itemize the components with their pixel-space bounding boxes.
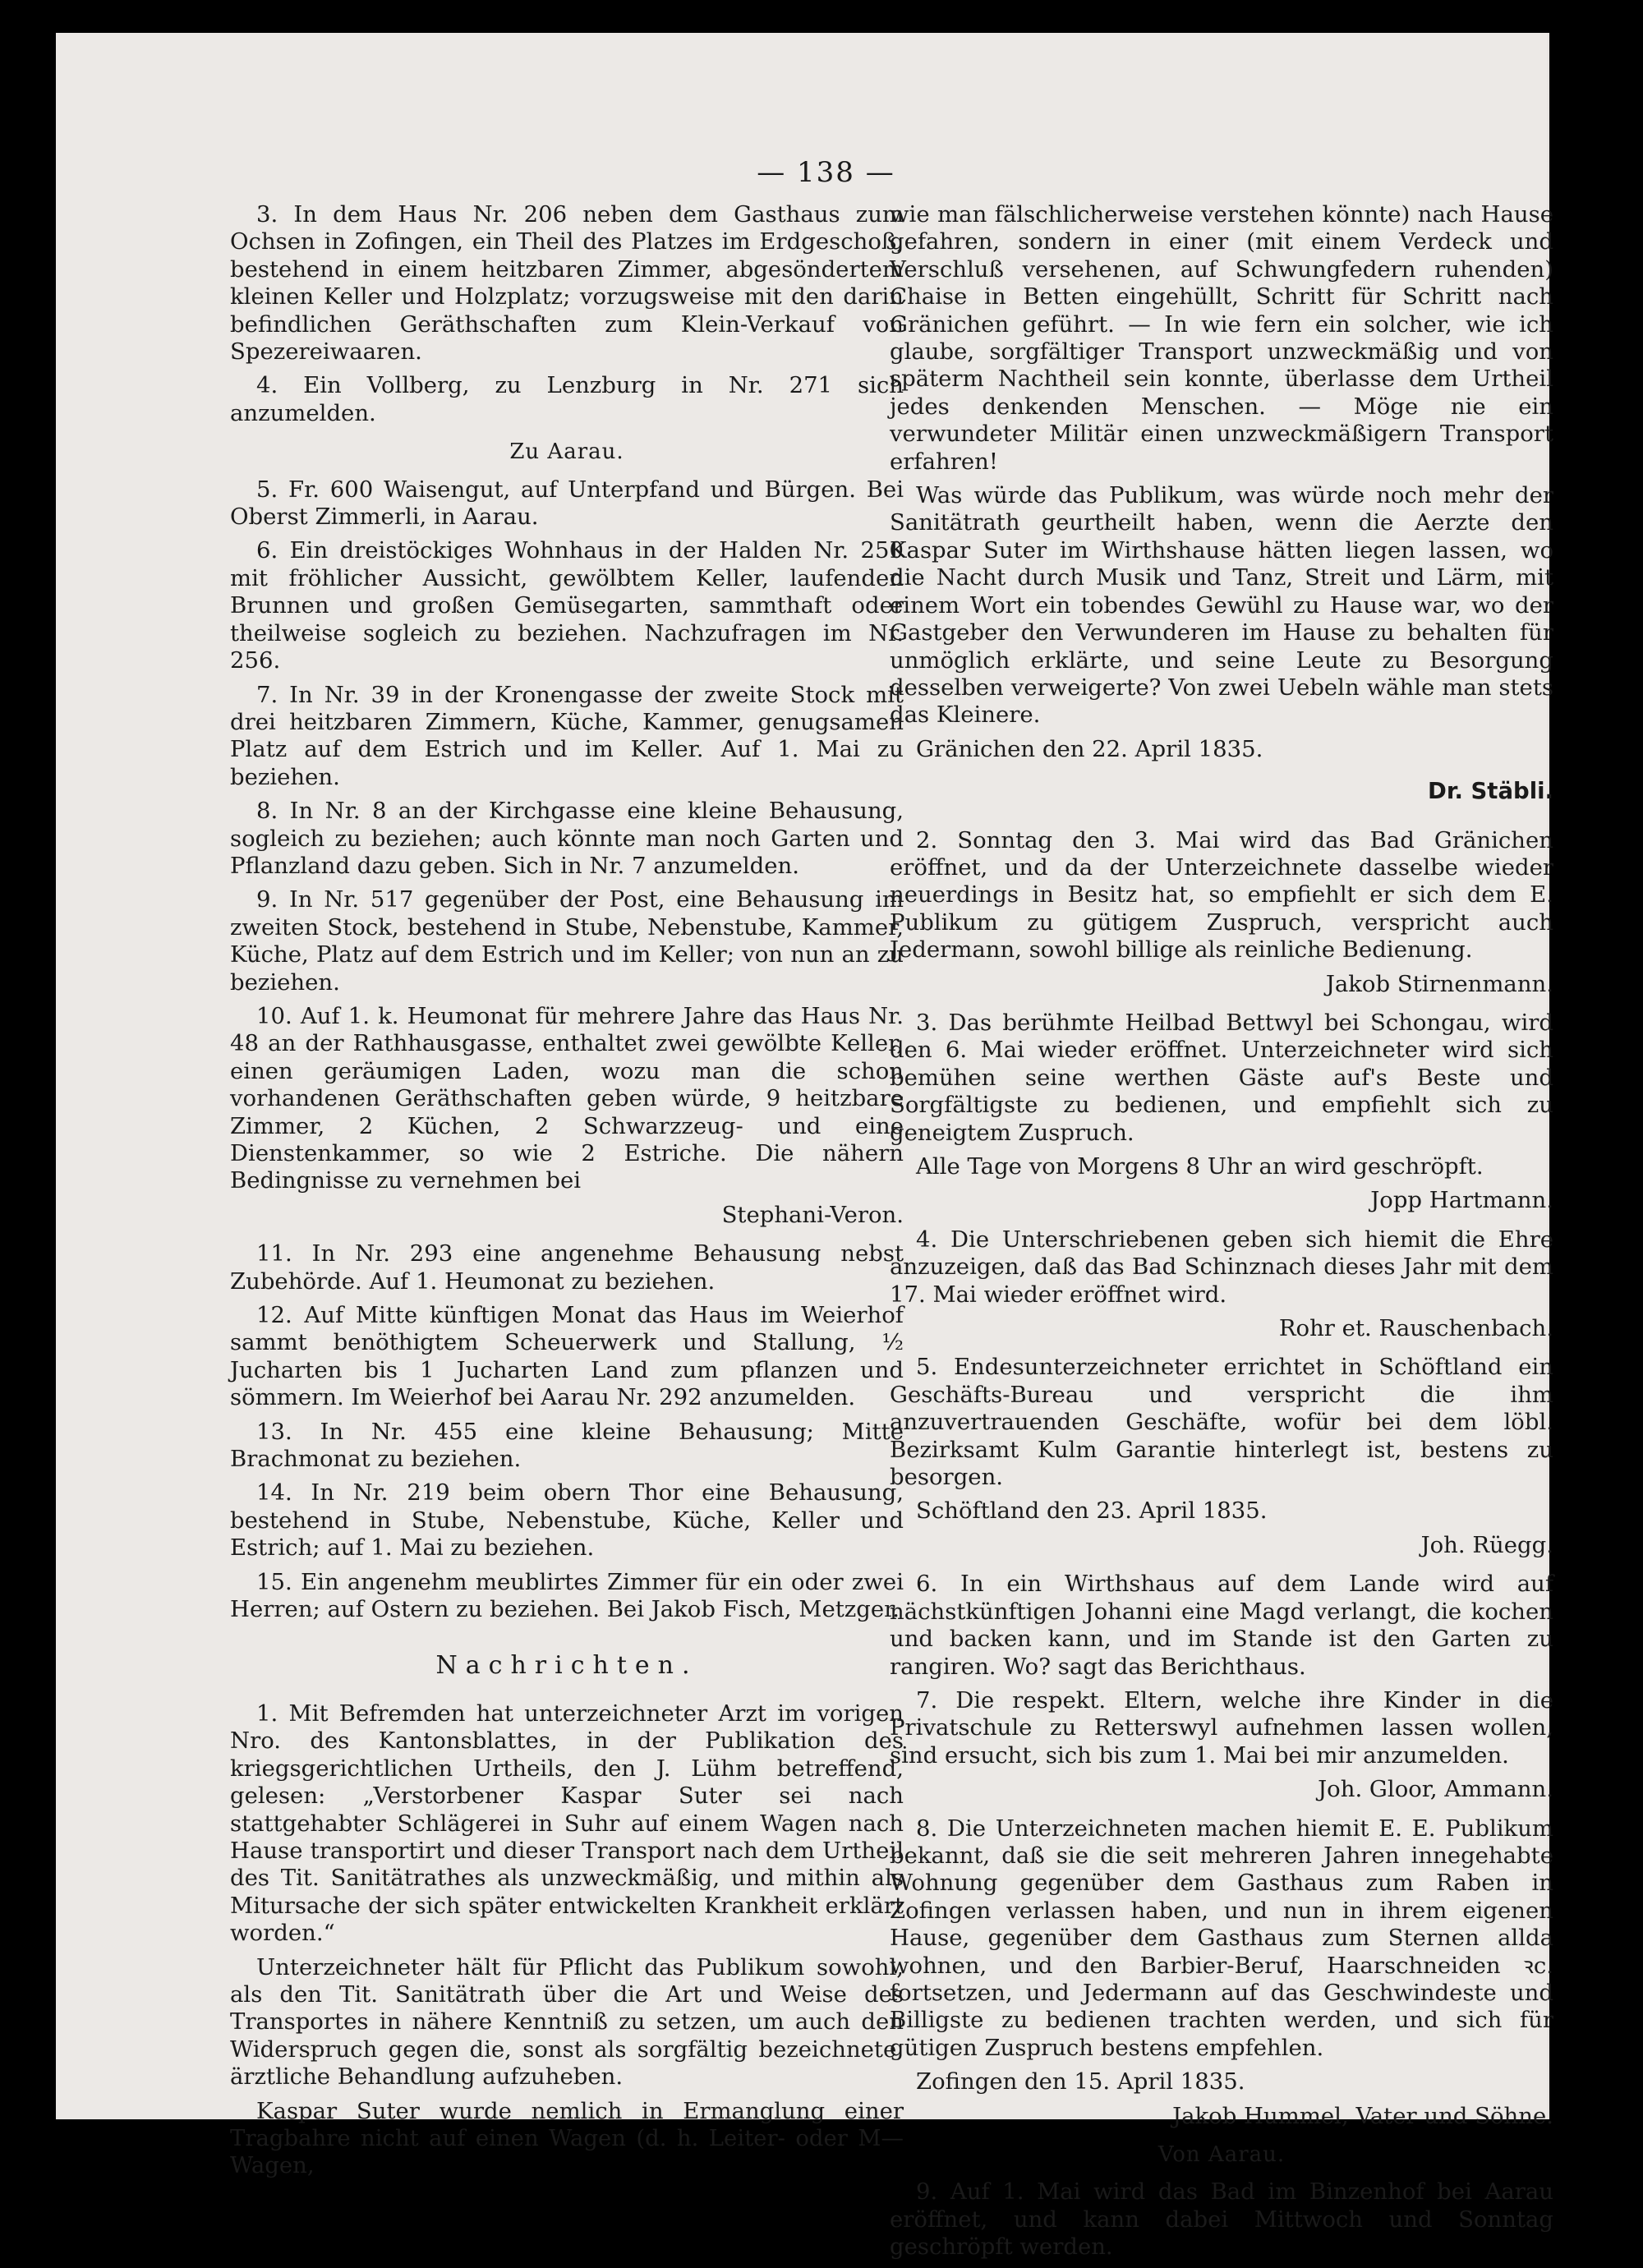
news-6: 6. In ein Wirthshaus auf dem Lande wird auf nächstkünftigen Johanni eine Magd verlangt, die kochen und backen kann, und im Stande ist den Garten zu rangiren. Wo? sagt das Berichthaus. <box>890 1571 1553 1680</box>
news-3-note: Alle Tage von Morgens 8 Uhr an wird geschröpft. <box>916 1153 1484 1180</box>
signature-5: Joh. Rüegg. <box>1420 1531 1553 1558</box>
notice-12: 12. Auf Mitte künftigen Monat das Haus im Weierhof sammt benöthigtem Scheuerwerk und Stallung, ½ Jucharten bis 1 Jucharten Land zum pflanzen und sömmern. Im Weierhof bei Aarau Nr. 292 anzumelden. <box>230 1302 904 1411</box>
news-1-continuation: wie man fälschlicherweise verstehen könnte) nach Hause gefahren, sondern in einer (mit einem Verdeck und Verschluß versehenen, auf Schwungfedern ruhenden) Chaise in Betten eingehüllt, Schritt für Schritt nach Gränichen geführt. — In wie fern ein solcher, wie ich glaube, sorgfältiger Transport unzweckmäßig und von späterm Nachtheil sein konnte, überlasse dem Urtheil jedes denkenden Menschen. — Möge nie ein verwundeter Militär einen unzweckmäßigern Transport erfahren! <box>890 201 1553 475</box>
signature-1: Dr. Stäbli. <box>1428 778 1553 805</box>
section-heading-aarau: Zu Aarau. <box>509 439 624 465</box>
signature-4: Rohr et. Rauschenbach. <box>1278 1315 1553 1342</box>
notice-14: 14. In Nr. 219 beim obern Thor eine Behausung, bestehend in Stube, Nebenstube, Küche, Keller und Estrich; auf 1. Mai zu beziehen. <box>230 1479 904 1562</box>
notice-3: 3. In dem Haus Nr. 206 neben dem Gasthaus zum Ochsen in Zofingen, ein Theil des Platzes im Erdgeschoß, bestehend in einem heitzbaren Zimmer, abgesöndertem kleinen Keller und Holzplatz; vorzugsweise mit den darin befindlichen Geräthschaften zum Klein-Verkauf von Spezereiwaaren. <box>230 201 904 366</box>
notice-4: 4. Ein Vollberg, zu Lenzburg in Nr. 271 sich anzumelden. <box>230 372 904 426</box>
news-3: 3. Das berühmte Heilbad Bettwyl bei Schongau, wird den 6. Mai wieder eröffnet. Unterzeichneter wird sich bemühen seine werthen Gäste auf's Beste und Sorgfältigste zu bedienen, und empfiehlt sich zu geneigtem Zuspruch. <box>890 1009 1553 1146</box>
notice-11: 11. In Nr. 293 eine angenehme Behausung nebst Zubehörde. Auf 1. Heumonat zu beziehen. <box>230 1240 904 1295</box>
section-heading-von-aarau: Von Aarau. <box>1157 2142 1286 2167</box>
news-9: 9. Auf 1. Mai wird das Bad im Binzenhof bei Aarau eröffnet, und kann dabei Mittwoch und Sonntag geschröpft werden. <box>890 2178 1553 2261</box>
newspaper-page <box>56 33 1596 2261</box>
news-1: 1. Mit Befremden hat unterzeichneter Arzt im vorigen Nro. des Kantonsblattes, in der Publikation des kriegsgerichtlichen Urtheils, den J. Lühm betreffend, gelesen: „Verstorbener Kaspar Suter sei nach stattgehabter Schlägerei in Suhr auf einem Wagen nach Hause transportirt und dieser Transport nach dem Urtheil des Tit. Sanitätrathes als unzweckmäßig, und mithin als Mitursache der sich später entwickelten Krankheit erklärt worden.“ <box>230 1700 904 1947</box>
notice-8: 8. In Nr. 8 an der Kirchgasse eine kleine Behausung, sogleich zu beziehen; auch könnte man noch Garten und Pflanzland dazu geben. Sich in Nr. 7 anzumelden. <box>230 798 904 879</box>
notice-9: 9. In Nr. 517 gegenüber der Post, eine Behausung im zweiten Stock, bestehend in Stube, Nebenstube, Kammer, Küche, Platz auf dem Estrich und im Keller; von nun an zu beziehen. <box>230 886 904 996</box>
notice-7: 7. In Nr. 39 in der Kronengasse der zweite Stock mit drei heitzbaren Zimmern, Küche, Kammer, genugsamen Platz auf dem Estrich und im Keller. Auf 1. Mai zu beziehen. <box>230 681 904 790</box>
section-heading-news: Nachrichten. <box>435 1650 698 1680</box>
news-1-paragraph-4: Was würde das Publikum, was würde noch mehr der Sanitätrath geurtheilt haben, wenn die Aerzte den Kaspar Suter im Wirthshause hätten liegen lassen, wo die Nacht durch Musik und Tanz, Streit und Lärm, mit einem Wort ein tobendes Gewühl zu Hause war, wo der Gastgeber den Verwunderen im Hause zu behalten für unmöglich erklärte, und seine Leute zu Besorgung desselben verweigerte? Von zwei Uebeln wähle man stets das Kleinere. <box>890 482 1553 729</box>
scan-border <box>1549 33 1596 2119</box>
date-1: Gränichen den 22. April 1835. <box>916 735 1263 762</box>
news-2: 2. Sonntag den 3. Mai wird das Bad Gränichen eröffnet, und da der Unterzeichnete dasselbe wieder neuerdings in Besitz hat, so empfiehlt er sich dem E. Publikum zu gütigem Zuspruch, verspricht auch Jedermann, sowohl billige als reinliche Bedienung. <box>890 826 1553 964</box>
news-4: 4. Die Unterschriebenen geben sich hiemit die Ehre anzuzeigen, daß das Bad Schinznach dieses Jahr mit dem 17. Mai wieder eröffnet wird. <box>890 1226 1553 1308</box>
notice-15: 15. Ein angenehm meublirtes Zimmer für ein oder zwei Herren; auf Ostern zu beziehen. Bei Jakob Fisch, Metzger. <box>230 1568 904 1623</box>
left-column <box>230 201 904 2187</box>
page-number: — 138 — <box>757 156 895 189</box>
notice-5: 5. Fr. 600 Waisengut, auf Unterpfand und Bürgen. Bei Oberst Zimmerli, in Aarau. <box>230 476 904 531</box>
notice-6: 6. Ein dreistöckiges Wohnhaus in der Halden Nr. 250 mit fröhlicher Aussicht, gewölbtem Keller, laufenden Brunnen und großen Gemüsegarten, sammthaft oder theilweise sogleich zu beziehen. Nachzufragen im Nr. 256. <box>230 537 904 674</box>
signature-7: Joh. Gloor, Ammann. <box>1318 1776 1553 1803</box>
news-1-paragraph-3: Kaspar Suter wurde nemlich in Ermanglung einer Tragbahre nicht auf einen Wagen (d. h. Leiter- oder M—Wagen, <box>230 2097 904 2179</box>
news-8: 8. Die Unterzeichneten machen hiemit E. E. Publikum bekannt, daß sie die seit mehreren Jahren innegehabte Wohnung gegenüber dem Gasthaus zum Raben in Zofingen verlassen haben, und nun in ihrem eigenen Hause, gegenüber dem Gasthaus zum Sternen allda wohnen, und den Barbier-Beruf, Haarschneiden ꝛc. fortsetzen, und Jedermann auf das Geschwindeste und Billigste zu bedienen trachten werden, und sich für gütigen Zuspruch bestens empfehlen. <box>890 1815 1553 2061</box>
signature-8: Jakob Hummel, Vater und Söhne. <box>1172 2102 1553 2129</box>
news-5: 5. Endesunterzeichneter errichtet in Schöftland ein Geschäfts-Bureau und verspricht die ihm anzuvertrauenden Geschäfte, wofür bei dem löbl. Bezirksamt Kulm Garantie hinterlegt ist, bestens zu besorgen. <box>890 1354 1553 1491</box>
news-1-paragraph-2: Unterzeichneter hält für Pflicht das Publikum sowohl, als den Tit. Sanitätrath über die Art und Weise des Transportes in nähere Kenntniß zu setzen, um auch den Widerspruch gegen die, sonst als sorgfältig bezeichnete, ärztliche Behandlung aufzuheben. <box>230 1953 904 2091</box>
notice-13: 13. In Nr. 455 eine kleine Behausung; Mitte Brachmonat zu beziehen. <box>230 1418 904 1473</box>
date-8: Zofingen den 15. April 1835. <box>916 2068 1245 2095</box>
signature-10: Stephani-Veron. <box>721 1201 904 1228</box>
signature-3: Jopp Hartmann. <box>1370 1187 1553 1214</box>
right-column <box>890 201 1553 2268</box>
news-7: 7. Die respekt. Eltern, welche ihre Kinder in die Privatschule zu Retterswyl aufnehmen lassen wollen, sind ersucht, sich bis zum 1. Mai bei mir anzumelden. <box>890 1686 1553 1769</box>
date-5: Schöftland den 23. April 1835. <box>916 1497 1268 1525</box>
notice-10: 10. Auf 1. k. Heumonat für mehrere Jahre das Haus Nr. 48 an der Rathhausgasse, enthaltet zwei gewölbte Keller, einen geräumigen Laden, wozu man die schon vorhandenen Geräthschaften geben würde, 9 heitzbare Zimmer, 2 Küchen, 2 Schwarzzeug- und eine Dienstenkammer, so wie 2 Estriche. Die nähern Bedingnisse zu vernehmen bei <box>230 1002 904 1194</box>
signature-2: Jakob Stirnenmann. <box>1325 970 1553 997</box>
